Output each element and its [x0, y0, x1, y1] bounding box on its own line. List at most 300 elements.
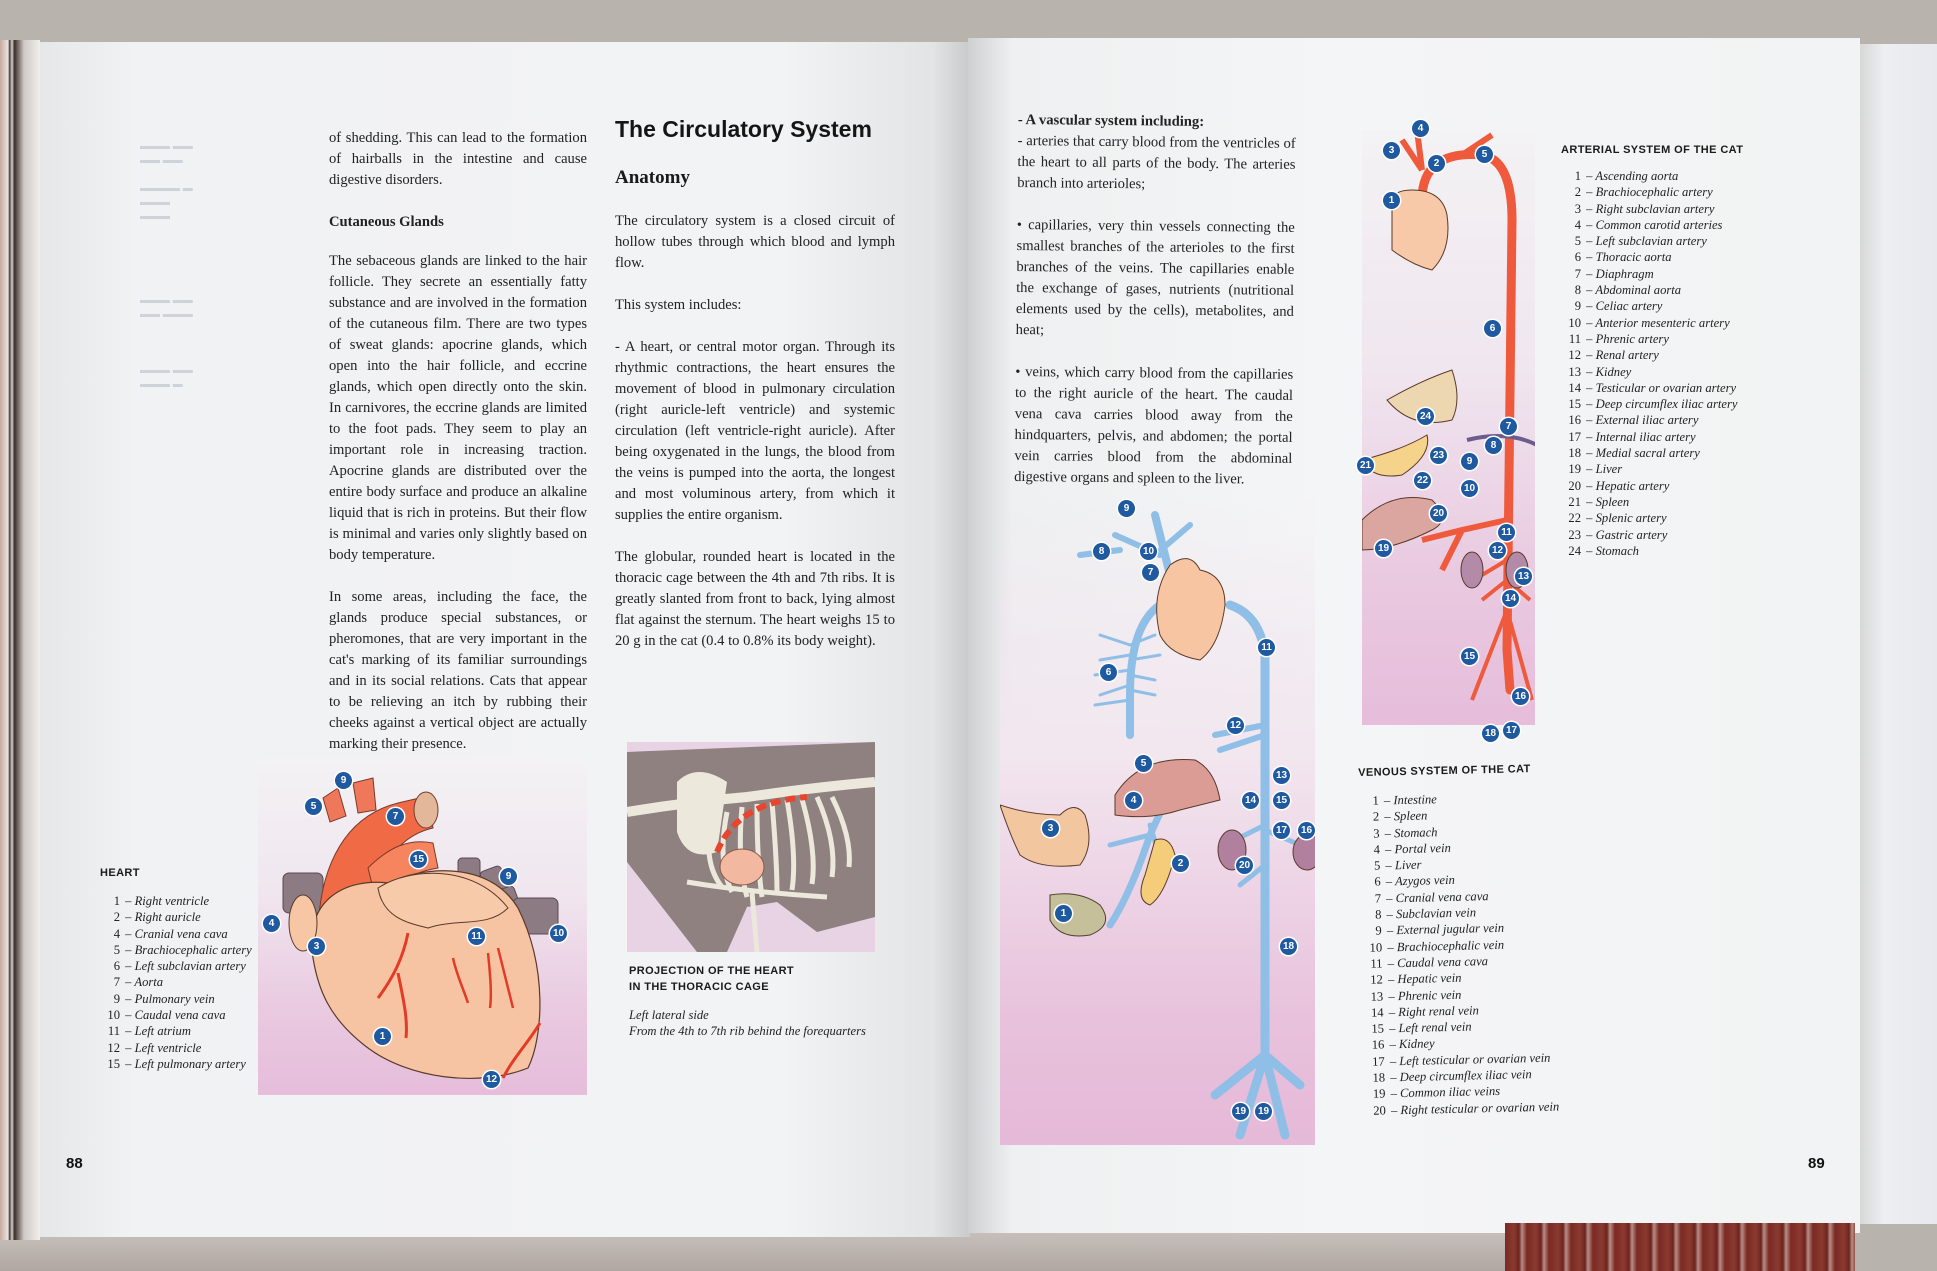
legend-separator: – [1583, 250, 1596, 265]
legend-number: 13 [1370, 989, 1384, 1004]
legend-item [1561, 331, 1751, 347]
arterial-diagram [1359, 123, 1535, 739]
paragraph: - A heart, or central motor organ. Through its rhythmic contractions, the heart ensures the movement of blood in pulmonary circulation (right auricle-left ventricle) and systemic circulation (left ventricle-right auricle). After being oxygenated in the lungs, the blood from the veins is pumped into the aorta, the longest and most voluminous artery, from which it supplies the entire organism. [615, 339, 895, 523]
marker-1: 1 [1383, 192, 1400, 209]
paragraph: • veins, which carry blood from the capillaries to the right auricle of the heart. The caudal vena cava carries blood away from the hindquarters, pelvis, and abdomen; the portal vein carries blood from the abdominal digestive organs and spleen to the liver. [1014, 363, 1294, 488]
legend-separator: – [1387, 1102, 1401, 1118]
legend-separator: – [1583, 527, 1596, 542]
vascular-text [1014, 110, 1296, 512]
legend-number: 3 [1574, 201, 1581, 216]
legend-label: Testicular or ovarian artery [1595, 380, 1737, 395]
legend-separator: – [1583, 234, 1596, 249]
legend-number: 2 [1574, 185, 1581, 200]
legend-number: 14 [1370, 1005, 1384, 1020]
legend-item [1561, 347, 1751, 363]
heart-legend-title: HEART [100, 867, 140, 879]
legend-item [1561, 412, 1751, 428]
legend-number: 15 [1371, 1021, 1385, 1036]
legend-item [100, 893, 260, 909]
marker-3: 3 [1383, 142, 1400, 159]
legend-label: Stomach [1393, 824, 1438, 840]
legend-label: Deep circumflex iliac vein [1399, 1067, 1532, 1085]
marker-10: 10 [1461, 480, 1478, 497]
legend-separator: – [1583, 315, 1596, 330]
legend-number: 1 [1372, 793, 1379, 808]
marker-13: 13 [1515, 568, 1532, 585]
marker-17: 17 [1503, 722, 1520, 739]
anatomy-text [615, 211, 895, 652]
legend-separator: – [1380, 793, 1394, 808]
venous-legend-title: VENOUS SYSTEM OF THE CAT [1358, 763, 1531, 779]
marker-19: 19 [1375, 540, 1392, 557]
paragraph: The globular, rounded heart is located in the thoracic cage between the 4th and 7th ribs. It is greatly slanted from front to back, lying almost flat against the sternum. The heart weighs 15 to 20 g in the cat (0.4 to 0.8% its body weight). [615, 549, 895, 649]
book-edge-left [0, 40, 40, 1240]
legend-separator: – [1583, 364, 1596, 379]
legend-separator: – [1583, 429, 1596, 444]
arterial-legend [1561, 142, 1751, 559]
legend-label: Left ventricle [134, 1040, 202, 1055]
marker-9: 9 [1118, 500, 1135, 517]
legend-label: Phrenic artery [1595, 331, 1669, 346]
legend-item [1561, 249, 1751, 265]
marker-12: 12 [1489, 542, 1506, 559]
legend-label: Cranial vena cava [134, 926, 228, 941]
legend-item [1561, 543, 1751, 559]
legend-separator: – [1384, 972, 1398, 987]
legend-separator: – [1383, 907, 1397, 922]
legend-label: Liver [1394, 857, 1422, 873]
arterial-legend-title: ARTERIAL SYSTEM OF THE CAT [1561, 144, 1744, 156]
legend-number: 21 [1568, 494, 1581, 509]
legend-number: 6 [113, 959, 120, 974]
legend-separator: – [1583, 446, 1596, 461]
legend-separator: – [122, 926, 135, 941]
legend-separator: – [1583, 511, 1596, 526]
legend-label: Phrenic vein [1397, 987, 1462, 1003]
legend-number: 6 [1374, 875, 1381, 890]
arterial-legend-list [1561, 168, 1751, 559]
legend-number: 13 [1568, 364, 1581, 379]
legend-label: Right subclavian artery [1595, 201, 1715, 216]
legend-separator: – [122, 894, 135, 908]
legend-number: 19 [1372, 1086, 1386, 1102]
legend-number: 5 [113, 942, 120, 957]
legend-separator: – [1583, 413, 1596, 428]
legend-separator: – [1385, 1005, 1399, 1020]
legend-item [1561, 217, 1751, 233]
legend-number: 16 [1568, 413, 1581, 428]
marker-9: 9 [500, 868, 517, 885]
legend-label: Kidney [1398, 1036, 1435, 1052]
marker-15: 15 [410, 851, 427, 868]
legend-label: Caudal vena cava [1396, 954, 1489, 971]
legend-separator: – [122, 910, 135, 925]
legend-number: 12 [107, 1040, 120, 1055]
legend-item [1561, 445, 1751, 461]
marker-22: 22 [1414, 472, 1431, 489]
legend-item [1561, 184, 1751, 200]
legend-label: Right testicular or ovarian vein [1400, 1099, 1560, 1117]
legend-item [1561, 527, 1751, 543]
legend-number: 12 [1568, 348, 1581, 363]
legend-label: Spleen [1393, 808, 1428, 824]
legend-label: Anterior mesenteric artery [1595, 315, 1730, 330]
legend-item [1561, 510, 1751, 526]
legend-label: Left subclavian artery [134, 959, 246, 974]
legend-number: 11 [1370, 956, 1383, 971]
paragraph: • capillaries, very thin vessels connecting the smallest branches of the arterioles to the first branches of the veins. The capillaries enable the exchange of gases, nutrients (nutritional elements used by the cells), metabolites, and heat; [1015, 216, 1295, 339]
legend-label: Internal iliac artery [1595, 429, 1696, 444]
legend-label: Right renal vein [1398, 1003, 1480, 1020]
vascular-intro [1018, 110, 1296, 134]
heart-illustration [258, 758, 587, 1095]
marker-8: 8 [1093, 543, 1110, 560]
caption-line1: Left lateral side [629, 1008, 709, 1022]
marker-16: 16 [1512, 688, 1529, 705]
legend-item [100, 1056, 260, 1072]
legend-number: 7 [113, 975, 120, 990]
marker-20: 20 [1430, 505, 1447, 522]
legend-label: Kidney [1595, 364, 1632, 379]
legend-item [1561, 282, 1751, 298]
legend-label: Aorta [134, 975, 164, 990]
marker-12: 12 [483, 1071, 500, 1088]
section-title: The Circulatory System [615, 116, 872, 142]
marker-1: 1 [1055, 905, 1072, 922]
legend-separator: – [1583, 299, 1596, 314]
intro-paragraph: of shedding. This can lead to the formation of hairballs in the intestine and cause digestive disorders. [329, 130, 587, 188]
marker-11: 11 [1258, 639, 1275, 656]
legend-separator: – [1387, 1086, 1401, 1101]
legend-separator: – [1381, 809, 1394, 824]
marker-3: 3 [1042, 820, 1059, 837]
legend-separator: – [122, 975, 135, 990]
marker-24: 24 [1417, 408, 1434, 425]
legend-number: 1 [1574, 169, 1581, 183]
legend-separator: – [1386, 1070, 1400, 1085]
marker-1: 1 [374, 1028, 391, 1045]
legend-item [100, 991, 260, 1007]
page-number-left: 88 [66, 1155, 83, 1172]
legend-number: 20 [1568, 478, 1581, 493]
legend-separator: – [1383, 923, 1397, 938]
legend-label: Brachiocephalic artery [1595, 185, 1713, 200]
heart-legend [100, 865, 260, 1072]
skeleton-drawing [627, 742, 875, 952]
paragraph: This system includes: [615, 297, 742, 313]
legend-label: Deep circumflex iliac artery [1595, 397, 1738, 412]
marker-19: 19 [1255, 1103, 1272, 1120]
venous-legend-list [1359, 788, 1586, 1119]
marker-6: 6 [1484, 320, 1501, 337]
marker-18: 18 [1482, 725, 1499, 742]
heart-legend-list [100, 893, 260, 1072]
marker-21: 21 [1357, 457, 1374, 474]
legend-item [1561, 315, 1751, 331]
legend-separator: – [1583, 494, 1596, 509]
legend-separator: – [1583, 543, 1596, 558]
legend-item [1561, 396, 1751, 412]
thoracic-caption [629, 963, 899, 1040]
legend-number: 17 [1568, 429, 1581, 444]
legend-separator: – [1385, 1021, 1399, 1036]
venous-diagram [1000, 495, 1315, 1145]
marker-23: 23 [1430, 447, 1447, 464]
legend-label: External iliac artery [1595, 413, 1699, 428]
marker-5: 5 [305, 798, 322, 815]
legend-number: 2 [1372, 809, 1380, 824]
circulatory-column [615, 116, 895, 673]
book-edge-right [1860, 44, 1937, 1224]
caption-line2: From the 4th to 7th rib behind the forequarters [629, 1024, 866, 1039]
legend-separator: – [1583, 217, 1596, 232]
legend-label: Gastric artery [1595, 527, 1668, 542]
legend-number: 8 [1374, 907, 1382, 922]
paragraph: The sebaceous glands are linked to the hair follicle. They secrete an essentially fatty substance and are involved in the formation of the cutaneous film. There are two types of sweat glands: apocrine glands, which open into the hair follicle, and eccrine glands, which open directly onto the skin. In carnivores, the eccrine glands are limited to the foot pads. They seem to play an important role in increasing traction. Apocrine glands are distributed over the entire body surface and produce an alkaline liquid that is rich in proteins. But their flow is minimal and varies only slightly based on body temperature. [329, 253, 587, 563]
legend-number: 22 [1568, 511, 1581, 526]
legend-number: 10 [107, 1008, 120, 1023]
marker-11: 11 [468, 928, 485, 945]
legend-separator: – [1583, 185, 1596, 200]
marker-4: 4 [263, 915, 280, 932]
legend-separator: – [1386, 1037, 1400, 1052]
legend-number: 19 [1568, 462, 1581, 477]
legend-separator: – [1383, 939, 1397, 955]
legend-number: 3 [1373, 826, 1380, 841]
legend-number: 10 [1369, 940, 1383, 955]
legend-number: 18 [1568, 446, 1581, 461]
marker-14: 14 [1242, 792, 1259, 809]
legend-label: Ascending aorta [1595, 169, 1679, 183]
legend-separator: – [1583, 266, 1596, 281]
legend-separator: – [1381, 842, 1395, 857]
marker-10: 10 [1140, 543, 1157, 560]
legend-label: Cranial vena cava [1395, 888, 1489, 905]
legend-label: Medial sacral artery [1595, 446, 1700, 461]
legend-label: Left subclavian artery [1595, 234, 1707, 249]
legend-label: Portal vein [1394, 840, 1451, 857]
legend-separator: – [1583, 478, 1596, 493]
legend-label: Abdominal aorta [1595, 283, 1682, 298]
marker-16: 16 [1298, 822, 1315, 839]
marker-7: 7 [1500, 418, 1517, 435]
legend-label: Left atrium [134, 1024, 191, 1039]
legend-item [100, 1040, 260, 1056]
marker-14: 14 [1502, 590, 1519, 607]
marker-6: 6 [1100, 664, 1117, 681]
legend-label: Left renal vein [1398, 1019, 1472, 1036]
marker-18: 18 [1280, 938, 1297, 955]
legend-label: Azygos vein [1394, 873, 1455, 889]
legend-item [100, 958, 260, 974]
marker-5: 5 [1476, 146, 1493, 163]
legend-separator: – [1381, 825, 1395, 841]
marker-8: 8 [1485, 437, 1502, 454]
legend-label: Left testicular or ovarian vein [1399, 1050, 1551, 1068]
legend-separator: – [1382, 858, 1396, 873]
legend-item [100, 974, 260, 990]
legend-number: 4 [1574, 217, 1581, 232]
marker-12: 12 [1227, 717, 1244, 734]
cutaneous-glands-heading: Cutaneous Glands [329, 214, 444, 230]
book-cover-edge [1505, 1223, 1855, 1271]
marker-2: 2 [1172, 855, 1189, 872]
legend-item [100, 1023, 260, 1039]
legend-separator: – [122, 1040, 135, 1055]
marker-2: 2 [1428, 155, 1445, 172]
legend-label: Stomach [1595, 543, 1639, 558]
legend-separator: – [122, 1008, 135, 1023]
legend-number: 9 [1375, 923, 1382, 939]
legend-number: 23 [1568, 527, 1581, 542]
legend-number: 15 [1568, 397, 1581, 412]
legend-label: Intestine [1393, 792, 1437, 808]
legend-separator: – [1583, 283, 1596, 298]
legend-item [100, 926, 260, 942]
legend-separator: – [122, 1024, 135, 1039]
marker-13: 13 [1273, 767, 1290, 784]
legend-item [1561, 364, 1751, 380]
legend-label: Diaphragm [1595, 266, 1654, 281]
legend-label: Brachiocephalic artery [134, 942, 252, 957]
legend-item [1561, 461, 1751, 477]
caption-title-line1: PROJECTION OF THE HEART [629, 965, 795, 977]
legend-label: Renal artery [1595, 348, 1659, 363]
legend-label: Hepatic vein [1397, 970, 1462, 987]
anatomy-subtitle: Anatomy [615, 167, 690, 188]
thoracic-cage-illustration [627, 742, 875, 952]
legend-separator: – [1583, 462, 1596, 477]
legend-label: External jugular vein [1396, 921, 1505, 938]
legend-item [1561, 478, 1751, 494]
legend-number: 1 [113, 894, 120, 908]
legend-separator: – [1384, 956, 1398, 971]
legend-number: 12 [1370, 972, 1384, 988]
marker-3: 3 [308, 938, 325, 955]
legend-number: 8 [1574, 283, 1581, 298]
marker-20: 20 [1236, 857, 1253, 874]
legend-label: Spleen [1595, 494, 1630, 509]
legend-number: 24 [1568, 543, 1581, 558]
legend-separator: – [1583, 348, 1596, 363]
legend-number: 11 [1568, 331, 1581, 346]
legend-number: 9 [113, 991, 120, 1006]
legend-number: 18 [1372, 1070, 1386, 1085]
legend-number: 11 [107, 1024, 120, 1039]
show-through-text: ▬▬▬ ▬▬ ▬▬ ▬▬ ▬▬▬▬ ▬ ▬▬▬ ▬▬▬ ▬▬▬ ▬▬ ▬▬ ▬▬▬ ▬▬▬ ▬▬ ▬▬▬ ▬ [140, 141, 193, 390]
marker-11: 11 [1498, 524, 1515, 541]
legend-number: 16 [1371, 1037, 1385, 1053]
marker-7: 7 [387, 808, 404, 825]
legend-separator: – [1583, 169, 1596, 183]
legend-number: 15 [107, 1056, 120, 1071]
legend-separator: – [1386, 1053, 1400, 1069]
vascular-intro-text: - A vascular system including: [1017, 111, 1205, 130]
legend-label: Common carotid arteries [1595, 217, 1723, 232]
marker-5: 5 [1135, 755, 1152, 772]
legend-number: 9 [1574, 299, 1581, 314]
legend-separator: – [122, 991, 135, 1006]
paragraph: - arteries that carry blood from the ventricles of the heart to all parts of the body. The arteries branch into arterioles; [1017, 132, 1296, 193]
legend-separator: – [122, 1056, 135, 1071]
legend-label: Thoracic aorta [1595, 250, 1672, 265]
legend-label: Brachiocephalic vein [1396, 937, 1505, 954]
legend-number: 2 [113, 910, 120, 925]
legend-number: 5 [1574, 234, 1581, 249]
legend-separator: – [122, 942, 135, 957]
legend-separator: – [1583, 380, 1596, 395]
legend-label: Subclavian vein [1395, 905, 1477, 922]
legend-label: Hepatic artery [1595, 478, 1670, 493]
legend-number: 5 [1373, 858, 1381, 873]
marker-7: 7 [1142, 564, 1159, 581]
legend-separator: – [1385, 988, 1398, 1004]
marker-9: 9 [1461, 453, 1478, 470]
legend-number: 17 [1371, 1054, 1385, 1069]
legend-label: Splenic artery [1595, 511, 1667, 526]
marker-15: 15 [1461, 648, 1478, 665]
legend-separator: – [1382, 890, 1396, 906]
marker-17: 17 [1273, 822, 1290, 839]
legend-label: Celiac artery [1595, 299, 1663, 314]
legend-item [1561, 380, 1751, 396]
marker-15: 15 [1273, 792, 1290, 809]
legend-separator: – [1583, 331, 1596, 346]
legend-label: Left pulmonary artery [134, 1056, 246, 1071]
legend-separator: – [1583, 201, 1596, 216]
paragraph: In some areas, including the face, the glands produce special substances, or pheromones, that are very important in the cat's marking of its familiar surroundings and in its social relations. Cats that appear to be relieving an itch by rubbing their cheeks against a vertical object are actually marking their presence. [329, 589, 587, 752]
paragraph: The circulatory system is a closed circuit of hollow tubes through which blood and lymph flow. [615, 213, 895, 271]
legend-label: Right auricle [134, 910, 201, 925]
marker-10: 10 [550, 925, 567, 942]
legend-item [100, 1007, 260, 1023]
legend-separator: – [1583, 397, 1596, 412]
legend-item [100, 942, 260, 958]
left-column-text [329, 128, 587, 776]
legend-item [1561, 494, 1751, 510]
legend-item [1561, 266, 1751, 282]
legend-item [1561, 201, 1751, 217]
legend-label: Right ventricle [134, 894, 210, 908]
legend-item [100, 909, 260, 925]
legend-number: 4 [1373, 842, 1381, 857]
legend-item [1561, 168, 1751, 184]
legend-number: 20 [1373, 1103, 1386, 1118]
legend-number: 4 [113, 926, 120, 941]
legend-number: 7 [1374, 891, 1382, 906]
page-number-right: 89 [1808, 1155, 1825, 1172]
legend-item [1561, 429, 1751, 445]
legend-number: 14 [1568, 380, 1581, 395]
legend-label: Liver [1595, 462, 1623, 477]
legend-number: 10 [1568, 315, 1581, 330]
legend-label: Pulmonary vein [134, 991, 215, 1006]
legend-separator: – [1382, 874, 1396, 889]
legend-label: Common iliac veins [1399, 1084, 1501, 1101]
legend-number: 7 [1574, 266, 1581, 281]
legend-item [1561, 233, 1751, 249]
legend-number: 6 [1574, 250, 1581, 265]
legend-item [1561, 298, 1751, 314]
legend-label: Caudal vena cava [134, 1008, 226, 1023]
marker-4: 4 [1125, 792, 1142, 809]
venous-legend [1358, 760, 1586, 1119]
caption-title-line2: IN THE THORACIC CAGE [629, 981, 769, 993]
marker-19: 19 [1232, 1103, 1249, 1120]
marker-4: 4 [1412, 120, 1429, 137]
legend-separator: – [122, 959, 135, 974]
marker-6: 9 [335, 772, 352, 789]
